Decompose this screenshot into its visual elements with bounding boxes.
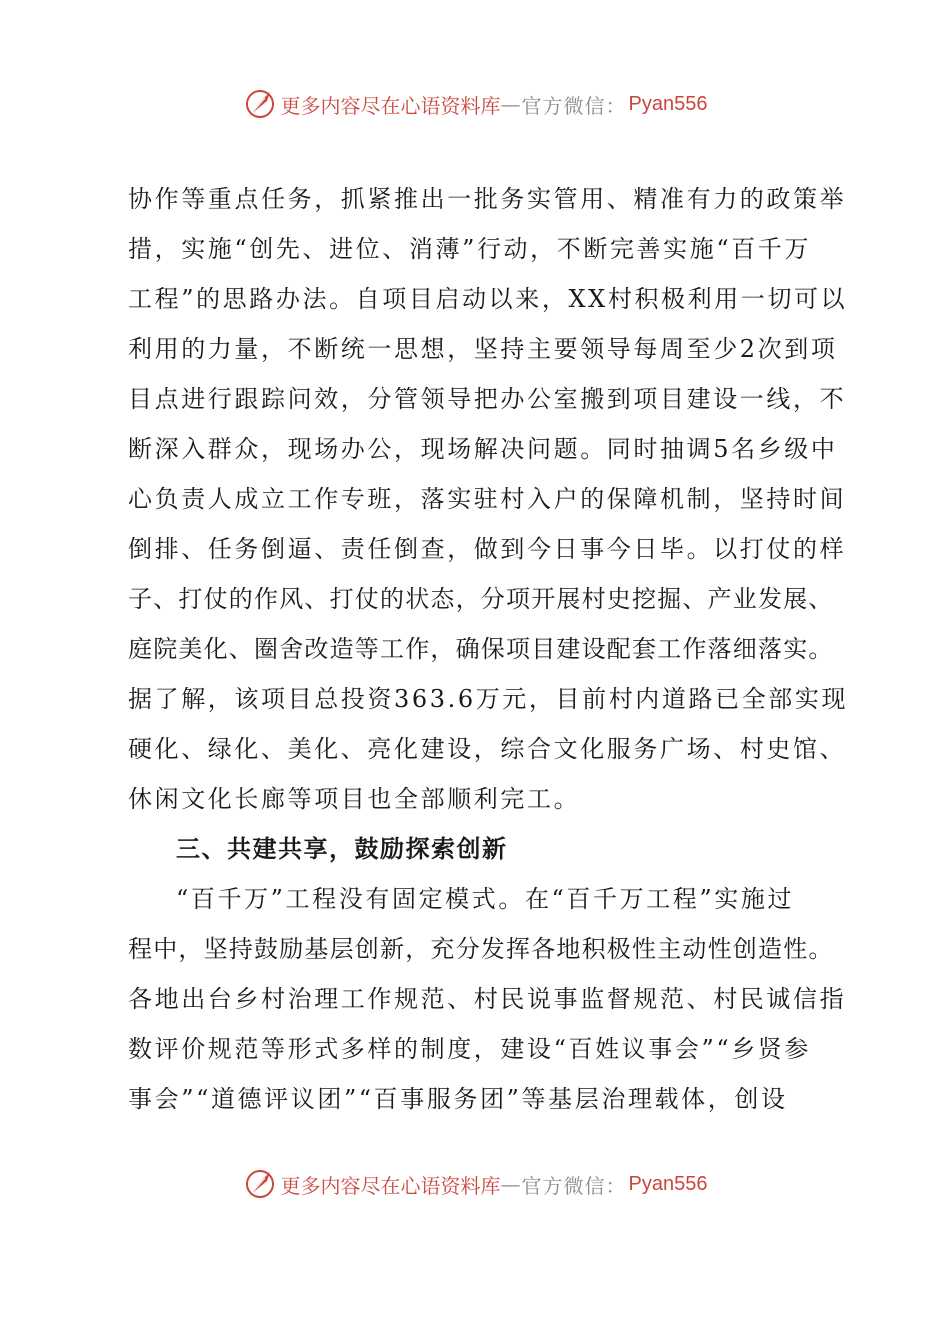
paragraph-line: 事会”“道德评议团”“百事服务团”等基层治理载体，创设 bbox=[128, 1085, 788, 1113]
quill-logo-icon bbox=[243, 1167, 277, 1201]
paragraph-line: 硬化、绿化、美化、亮化建设，综合文化服务广场、村史馆、 bbox=[128, 735, 847, 763]
watermark-brand: 更多内容尽在心语资料库 bbox=[280, 1173, 501, 1198]
watermark-wechat-id: Pyan556 bbox=[628, 1172, 708, 1195]
paragraph-line: “百千万”工程没有固定模式。在“百千万工程”实施过 bbox=[176, 885, 795, 913]
paragraph-line: 数评价规范等形式多样的制度，建设“百姓议事会”“乡贤参 bbox=[128, 1035, 812, 1063]
watermark-banner-bottom bbox=[0, 1164, 950, 1204]
watermark-wechat-label: 官方微信： bbox=[521, 1173, 627, 1198]
watermark-wechat-label: 官方微信： bbox=[521, 93, 627, 118]
paragraph-line: 各地出台乡村治理工作规范、村民说事监督规范、村民诚信指 bbox=[128, 985, 847, 1013]
paragraph-line: 子、打仗的作风、打仗的状态，分项开展村史挖掘、产业发展、 bbox=[128, 585, 834, 613]
section-heading: 三、共建共享，鼓励探索创新 bbox=[176, 834, 508, 863]
paragraph-line: 断深入群众，现场办公，现场解决问题。同时抽调5名乡级中 bbox=[128, 435, 838, 463]
paragraph-line: 休闲文化长廊等项目也全部顺利完工。 bbox=[128, 785, 581, 813]
quill-logo-icon bbox=[243, 87, 277, 121]
paragraph-line: 心负责人成立工作专班，落实驻村入户的保障机制，坚持时间 bbox=[128, 485, 847, 513]
watermark-separator: — bbox=[500, 1172, 522, 1196]
paragraph-line: 程中，坚持鼓励基层创新，充分发挥各地积极性主动性创造性。 bbox=[128, 935, 834, 963]
watermark-wechat-id: Pyan556 bbox=[628, 92, 708, 115]
document-body bbox=[128, 174, 849, 1124]
paragraph-line: 工程”的思路办法。自项目启动以来，XX村积极利用一切可以 bbox=[128, 285, 848, 313]
watermark-banner-top bbox=[0, 84, 950, 124]
paragraph-line: 利用的力量，不断统一思想，坚持主要领导每周至少2次到项 bbox=[128, 335, 838, 363]
paragraph-line: 据了解，该项目总投资363.6万元，目前村内道路已全部实现 bbox=[128, 685, 849, 713]
paragraph-line: 倒排、任务倒逼、责任倒查，做到今日事今日毕。以打仗的样 bbox=[128, 535, 847, 563]
paragraph-line: 措，实施“创先、进位、消薄”行动，不断完善实施“百千万 bbox=[128, 235, 812, 263]
paragraph-line: 目点进行跟踪问效，分管领导把办公室搬到项目建设一线，不 bbox=[128, 385, 847, 413]
watermark-separator: — bbox=[500, 92, 522, 116]
paragraph-line: 庭院美化、圈舍改造等工作，确保项目建设配套工作落细落实。 bbox=[128, 635, 834, 663]
watermark-brand: 更多内容尽在心语资料库 bbox=[280, 93, 501, 118]
paragraph-line: 协作等重点任务，抓紧推出一批务实管用、精准有力的政策举 bbox=[128, 185, 847, 213]
